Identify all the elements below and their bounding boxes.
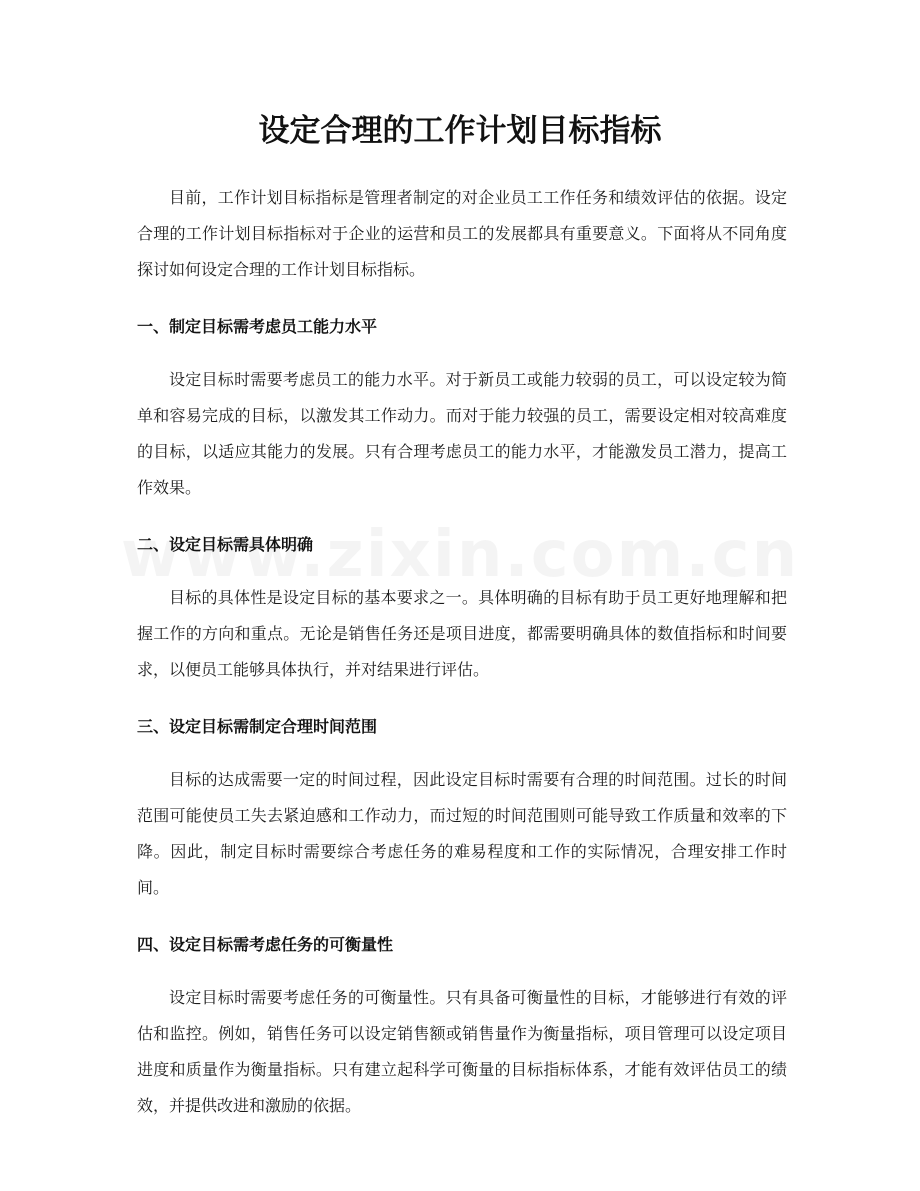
section-body-1: 设定目标时需要考虑员工的能力水平。对于新员工或能力较弱的员工，可以设定较为简单和容易完成的目标，以激发其工作动力。而对于能力较强的员工，需要设定相对较高难度的目标，以适应其能力的发展。只有合理考虑员工的能力水平，才能激发员工潜力，提高工作效果。 <box>137 370 787 497</box>
document-body <box>137 180 787 1124</box>
section-body-3: 目标的达成需要一定的时间过程，因此设定目标时需要有合理的时间范围。过长的时间范围可能使员工失去紧迫感和工作动力，而过短的时间范围则可能导致工作质量和效率的下降。因此，制定目标时需要综合考虑任务的难易程度和工作的实际情况，合理安排工作时间。 <box>137 770 787 897</box>
document-title: 设定合理的工作计划目标指标 <box>258 113 662 149</box>
section-body-2: 目标的具体性是设定目标的基本要求之一。具体明确的目标有助于员工更好地理解和把握工作的方向和重点。无论是销售任务还是项目进度，都需要明确具体的数值指标和时间要求，以便员工能够具体执行，并对结果进行评估。 <box>137 588 787 679</box>
section-heading-3: 三、设定目标需制定合理时间范围 <box>137 717 378 736</box>
section-heading-1: 一、制定目标需考虑员工能力水平 <box>137 317 378 336</box>
section-heading-4: 四、设定目标需考虑任务的可衡量性 <box>137 935 394 954</box>
section-body-4: 设定目标时需要考虑任务的可衡量性。只有具备可衡量性的目标，才能够进行有效的评估和监控。例如，销售任务可以设定销售额或销售量作为衡量指标，项目管理可以设定项目进度和质量作为衡量指标。只有建立起科学可衡量的目标指标体系，才能有效评估员工的绩效，并提供改进和激励的依据。 <box>137 988 787 1115</box>
section-heading-2: 二、设定目标需具体明确 <box>137 535 314 554</box>
intro-paragraph: 目前，工作计划目标指标是管理者制定的对企业员工工作任务和绩效评估的依据。设定合理的工作计划目标指标对于企业的运营和员工的发展都具有重要意义。下面将从不同角度探讨如何设定合理的工作计划目标指标。 <box>137 188 787 279</box>
